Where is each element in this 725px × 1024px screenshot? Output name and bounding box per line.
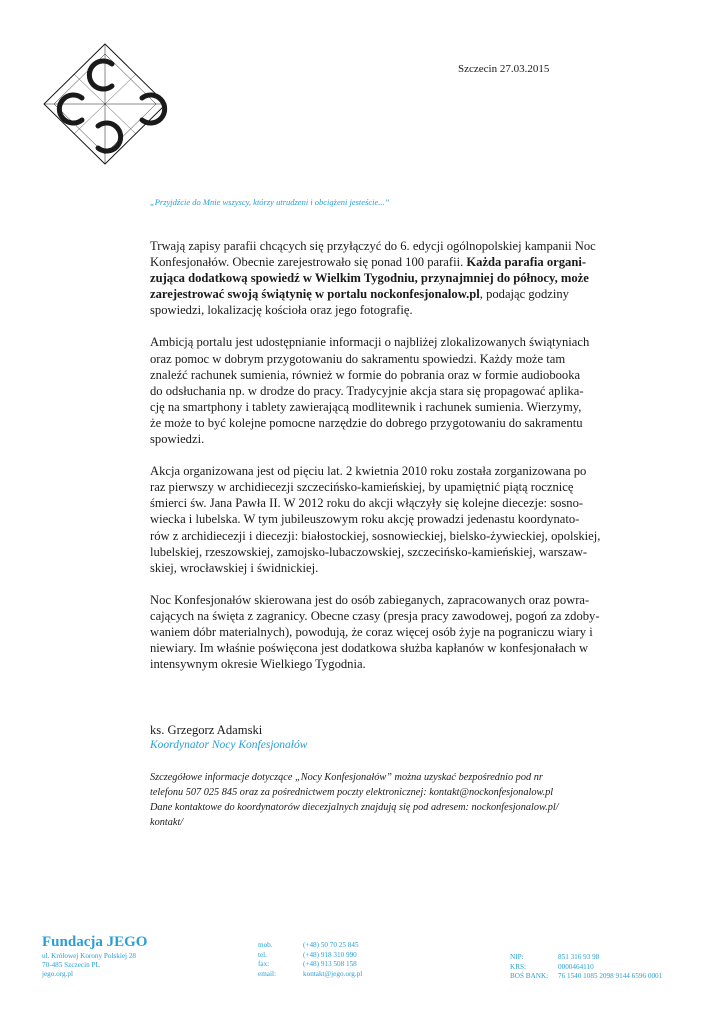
- bold-text: zarejestrować swoją świątynię w portalu nockonfesjonalow.pl: [150, 287, 480, 302]
- bank-value: 0000464110: [558, 962, 594, 971]
- bold-text: zująca dodatkową spowiedź w Wielkim Tygodniu, przynajmniej do północy, może: [150, 271, 589, 286]
- body-line: waniem dóbr materialnych), powodują, że coraz więcej osób żyje na pograniczu wiary i: [150, 624, 593, 639]
- bank-row: [510, 963, 662, 973]
- footer-contacts: [258, 941, 362, 979]
- info-line: Szczegółowe informacje dotyczące „Nocy Konfesjonałów” można uzyskać bezpośrednio pod nr: [150, 772, 543, 783]
- body-line: Ambicją portalu jest udostępnianie informacji o najbliżej zlokalizowanych świątyniach: [150, 335, 590, 350]
- contact-info-note: [150, 770, 630, 830]
- body-line: niewiary. Im właśnie poświęcona jest dodatkowa służba kapłanów w konfesjonałach w: [150, 641, 589, 656]
- bank-value: 851 316 93 98: [558, 953, 600, 961]
- footer-organization: [42, 934, 147, 979]
- contact-row: [258, 951, 362, 961]
- contact-row: [258, 970, 362, 980]
- body-line: śmierci św. Jana Pawła II. W 2012 roku do akcji włączyły się kolejne diecezje: sosno-: [150, 496, 584, 511]
- body-line: raz pierwszy w archidiecezji szczecińsko-kamieńskiej, by upamiętnić piątą rocznicę: [150, 480, 574, 495]
- org-name: Fundacja JEGO: [42, 934, 148, 950]
- bank-row: [510, 953, 662, 963]
- info-line: telefonu 507 025 845 oraz za pośrednictwem poczty elektronicznej: kontakt@nockonfesjonalow.pl: [150, 787, 554, 798]
- bank-row: [510, 972, 662, 982]
- bank-label: BOŚ BANK:: [510, 972, 549, 980]
- signature-name: ks. Grzegorz Adamski: [150, 723, 263, 737]
- contact-value: (+48) 918 310 990: [303, 950, 357, 959]
- signature-role: Koordynator Nocy Konfesjonałów: [150, 739, 308, 751]
- address-line: 70-485 Szczecin PL: [42, 961, 100, 969]
- letter-body: [150, 238, 620, 672]
- contact-value: (+48) 913 508 158: [303, 960, 357, 968]
- body-line: Noc Konfesjonałów skierowana jest do osób zabieganych, zapracowanych oraz powra-: [150, 592, 590, 607]
- body-line: [150, 270, 620, 286]
- bank-label: KRS:: [510, 962, 526, 971]
- bank-value: 76 1540 1085 2098 9144 6596 0001: [558, 972, 663, 980]
- body-line: cję na smartphony i tablety zawierającą modlitewnik i rachunek sumienia. Wierzymy,: [150, 399, 582, 414]
- body-text: , podając godziny: [479, 287, 569, 302]
- info-line: kontakt/: [150, 817, 184, 828]
- contact-value: (+48) 50 70 25 845: [303, 941, 359, 949]
- org-address: [42, 952, 147, 979]
- body-line: cających na święta z zagranicy. Obecne czasy (presja pracy zawodowej, pogoń za zdoby-: [150, 608, 600, 623]
- body-line: lubelskiej, rzeszowskiej, zamojsko-lubaczowskiej, szczecińsko-kamieńskiej, warszaw-: [150, 544, 588, 559]
- paragraph-1: [150, 238, 620, 318]
- paragraph-4: [150, 592, 620, 672]
- contact-row: [258, 960, 362, 970]
- paragraph-2: [150, 334, 620, 447]
- bank-label: NIP:: [510, 953, 524, 961]
- body-line: wiecka i lubelska. W tym jubileuszowym roku akcję prowadzi jedenastu koordynato-: [150, 512, 580, 527]
- address-line: ul. Królowej Korony Polskiej 28: [42, 952, 137, 960]
- body-line: oraz pomoc w dobrym przygotowaniu do sakramentu spowiedzi. Każdy może tam: [150, 351, 566, 366]
- org-website-link[interactable]: jego.org.pl: [42, 970, 74, 978]
- info-line: Dane kontaktowe do koordynatorów diecezjalnych znajdują się pod adresem: nockonfesjonalow.pl/: [150, 802, 559, 813]
- body-line: skiej, wrocławskiej i świdnickiej.: [150, 560, 319, 575]
- contact-email-link[interactable]: kontakt@jego.org.pl: [303, 969, 363, 978]
- contact-row: [258, 941, 362, 951]
- motto-quote: „Przyjdźcie do Mnie wszyscy, którzy utrudzeni i obciążeni jesteście...”: [150, 197, 390, 207]
- body-line: spowiedzi, lokalizację kościoła oraz jego fotografię.: [150, 303, 413, 318]
- contact-label: tel.: [258, 950, 267, 959]
- body-text: Konfesjonałów. Obecnie zarejestrowało się ponad 100 parafii.: [150, 255, 464, 270]
- footer-bank-details: [510, 953, 662, 982]
- contact-label: email:: [258, 969, 276, 978]
- body-line: [150, 254, 620, 270]
- body-line: [150, 286, 620, 302]
- body-line: intensywnym okresie Wielkiego Tygodnia.: [150, 657, 366, 672]
- body-line: rów z archidiecezji i diecezji: białostockiej, sosnowieckiej, bielsko-żywieckiej, opolskiej,: [150, 528, 601, 543]
- body-line: że może to być kolejne pomocne narzędzie do dobrego przygotowaniu do sakramentu: [150, 415, 583, 430]
- paragraph-3: [150, 463, 620, 576]
- bold-text: Każda parafia organi-: [466, 255, 587, 270]
- body-line: Trwają zapisy parafii chcących się przyłączyć do 6. edycji ogólnopolskiej kampanii Noc: [150, 239, 596, 253]
- body-line: znaleźć rachunek sumienia, również w formie do pobrania oraz w formie audiobooka: [150, 367, 581, 382]
- contact-label: fax:: [258, 960, 270, 968]
- contact-label: mob.: [258, 941, 273, 949]
- foundation-logo: [40, 40, 170, 168]
- letter-date: Szczecin 27.03.2015: [458, 63, 550, 75]
- body-line: spowiedzi.: [150, 432, 205, 447]
- body-line: Akcja organizowana jest od pięciu lat. 2 kwietnia 2010 roku została zorganizowana po: [150, 464, 587, 479]
- body-line: do odsłuchania np. w drodze do pracy. Tradycyjnie akcja stara się propagować aplika-: [150, 383, 584, 398]
